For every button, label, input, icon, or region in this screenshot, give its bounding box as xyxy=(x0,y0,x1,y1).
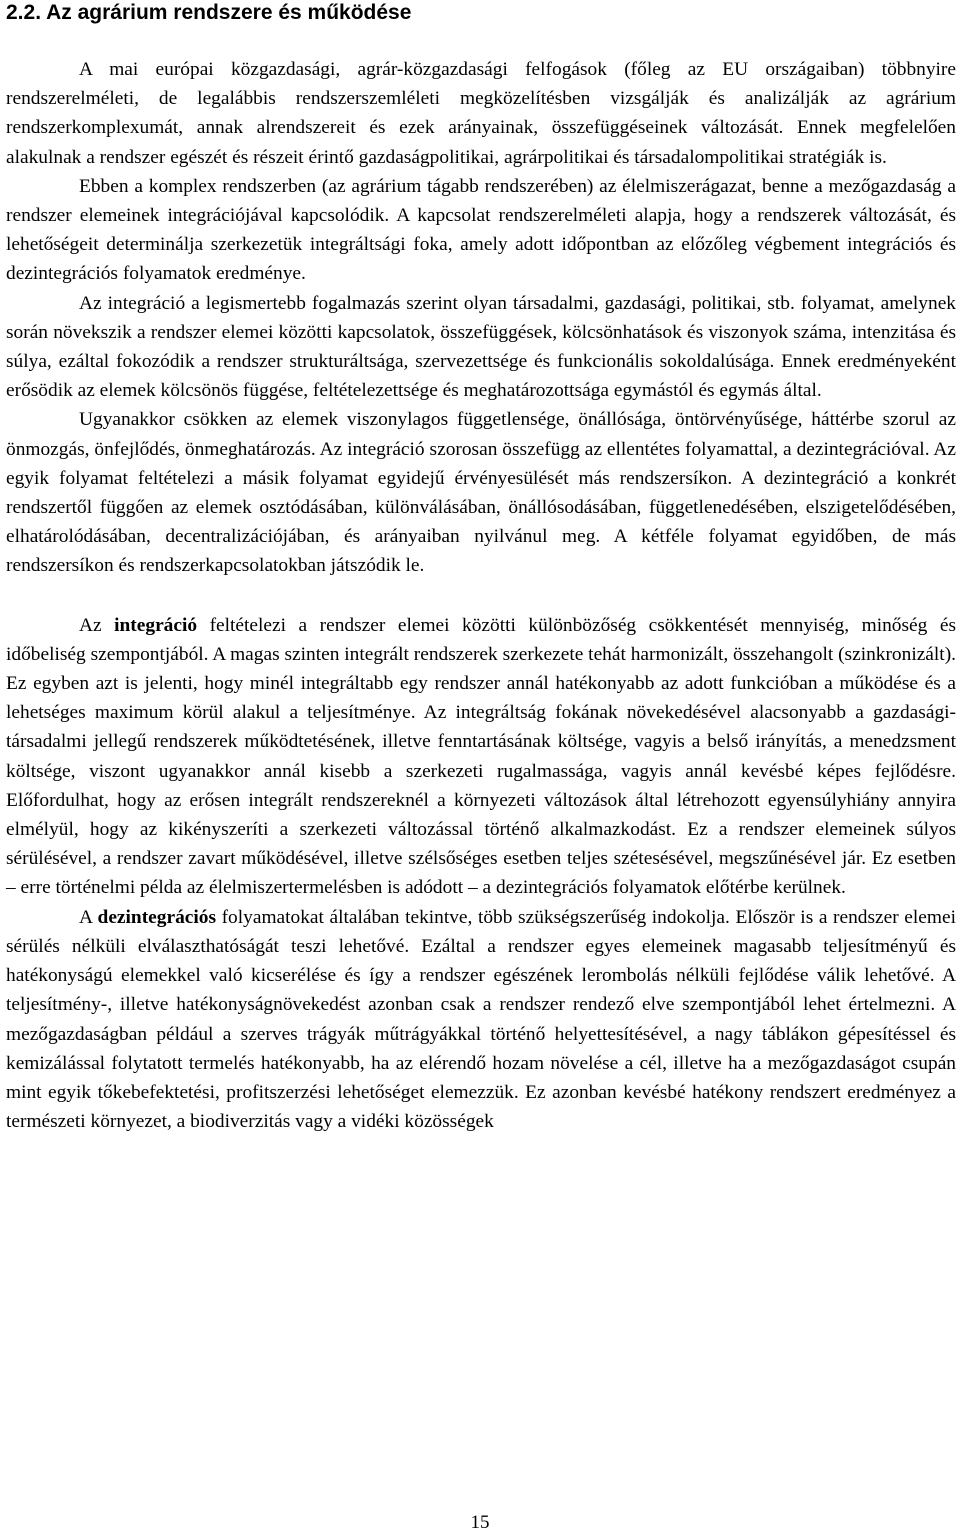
paragraph-5-rest: feltételezi a rendszer elemei közötti különbözőség csökkentését mennyiség, minőség és időbeliség szempontjából. A magas szinten integrált rendszerek szerkezete tehát harmonizált, összehangolt (szinkronizált). Ez egyben azt is jelenti, hogy minél integráltabb egy rendszer annál hatékonyabb az adott funkcióban a működése és a lehetséges maximum körül alakul a teljesítménye. Az integráltság fokának növekedésével alacsonyabb a gazdasági-társadalmi jellegű rendszerek működtetésének, illetve fenntartásának költsége, vagyis a belső irányítás, a menedzsment költsége, viszont ugyanakkor annál kisebb a szerkezeti rugalmassága, vagyis annál kevésbé képes fejlődésre. Előfordulhat, hogy az erősen integrált rendszereknél a környezeti változások által létrehozott egyensúlyhiány annyira elmélyül, hogy az kikényszeríti a szerkezeti változással történő alkalmazkodást. Ez a rendszer elemeinek súlyos sérülésével, a rendszer zavart működésével, illetve szélsőséges esetben teljes szétesésével, megszűnésével jár. Ez esetben – erre történelmi példa az élelmiszertermelésben is adódott – a dezintegrációs folyamatok előtérbe kerülnek. xyxy=(6,614,956,899)
section-heading: 2.2. Az agrárium rendszere és működése xyxy=(6,1,412,24)
paragraph-6-lead: A xyxy=(79,906,98,928)
paragraph-5 xyxy=(6,611,956,903)
paragraph-5-lead: Az xyxy=(79,614,115,636)
term-integracio: integráció xyxy=(114,614,198,636)
page-number: 15 xyxy=(470,1512,490,1533)
paragraph-1: A mai európai közgazdasági, agrár-közgazdasági felfogások (főleg az EU országaiban) többnyire rendszerelméleti, de legalábbis rendszerszemléleti megközelítésben vizsgálják és analizálják az agrárium rendszerkomplexumát, annak alrendszereit és ezek arányainak, összefüggéseinek változását. Ennek megfelelően alakulnak a rendszer egészét és részeit érintő gazdaságpolitikai, agrárpolitikai és társadalompolitikai stratégiák is. xyxy=(6,59,956,168)
paragraph-4: Ugyanakkor csökken az elemek viszonylagos függetlensége, önállósága, öntörvényűsége, háttérbe szorul az önmozgás, önfejlődés, önmeghatározás. Az integráció szorosan összefügg az ellentétes folyamattal, a dezintegrációval. Az egyik folyamat feltételezi a másik folyamat egyidejű érvényesülését más rendszersíkon. A dezintegráció a konkrét rendszertől függően az elemek osztódásában, különválásában, önállósodásában, függetlenedésében, elszigetelődésében, elhatárolódásában, decentralizációjában, és arányaiban nyilvánul meg. A kétféle folyamat egyidőben, de más rendszersíkon és rendszerkapcsolatokban játszódik le. xyxy=(6,409,956,577)
paragraph-6-rest: folyamatokat általában tekintve, több szükségszerűség indokolja. Először is a rendszer elemei sérülés nélküli elválaszthatóságát teszi lehetővé. Ezáltal a rendszer egyes elemeinek magasabb teljesítményű és hatékonyságú elemekkel való kicserélése és így a rendszer egészének lerombolás nélküli fejlődése válik lehetővé. A teljesítmény-, illetve hatékonyságnövekedést azonban csak a rendszer rendező elve szempontjából lehet értelmezni. A mezőgazdaságban például a szerves trágyák műtrágyákkal történő helyettesítésével, a nagy táblákon gépesítéssel és kemizálással folytatott termelés hatékonyabb, ha az elérendő hozam növelése a cél, illetve ha a mezőgazdaságot csupán mint egyik tőkebefektetési, profitszerzési lehetőséget elemezzük. Ez azonban kevésbé hatékony rendszert eredményez a természeti környezet, a biodiverzitás vagy a vidéki közösségek xyxy=(6,906,956,1133)
paragraph-3: Az integráció a legismertebb fogalmazás szerint olyan társadalmi, gazdasági, politikai, stb. folyamat, amelynek során növekszik a rendszer elemei közötti kapcsolatok, összefüggések, kölcsönhatások és viszonyok száma, intenzitása és súlya, ezáltal fokozódik a rendszer strukturáltsága, szervezettsége és funkcionális sokoldalúsága. Ennek eredményeként erősödik az elemek kölcsönös függése, feltételezettsége és meghatározottsága egymástól és egymás által. xyxy=(6,292,956,402)
paragraph-6 xyxy=(6,903,956,1137)
term-dezintegracios: dezintegrációs xyxy=(97,906,216,928)
body-text xyxy=(6,55,956,1136)
paragraph-2: Ebben a komplex rendszerben (az agrárium tágabb rendszerében) az élelmiszerágazat, benne a mezőgazdaság a rendszer elemeinek integrációjával kapcsolódik. A kapcsolat rendszerelméleti alapja, hogy a rendszerek változását, és lehetőségeit determinálja szerkezetük integráltsági foka, amely adott időpontban az előzőleg végbement integrációs és dezintegrációs folyamatok eredménye. xyxy=(6,175,956,285)
